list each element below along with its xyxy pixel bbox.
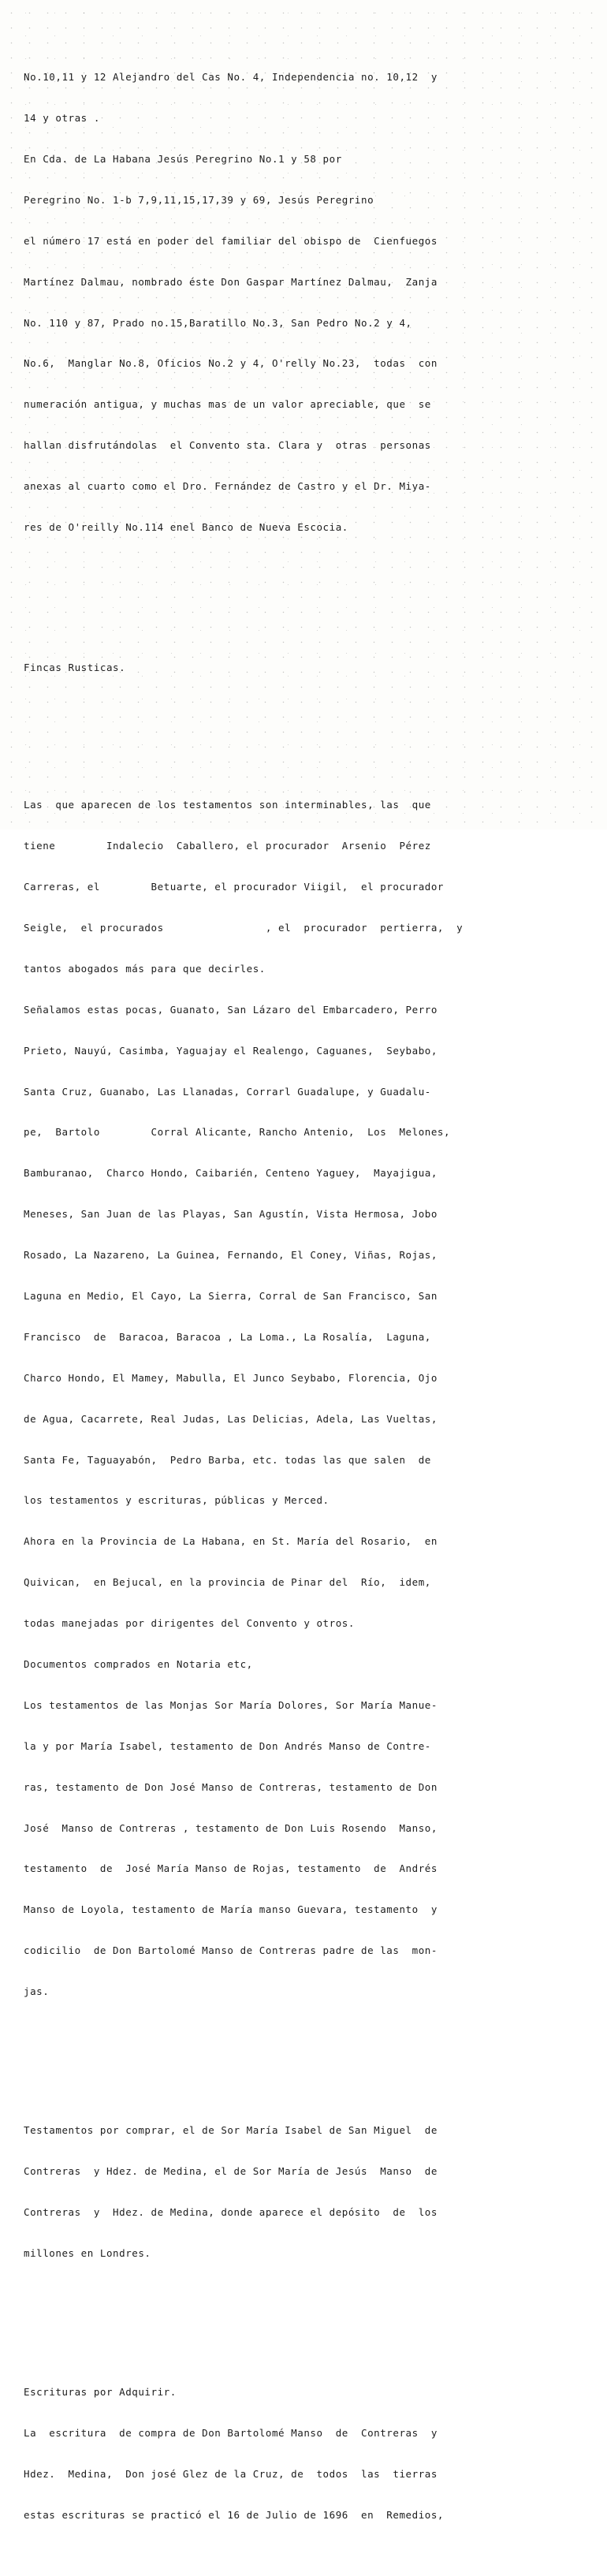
- text-block-fincas: [24, 771, 595, 2026]
- block-gap: [24, 2314, 595, 2331]
- text-line: Charco Hondo, El Mamey, Mabulla, El Junco Seybabo, Florencia, Ojo: [24, 1371, 438, 1384]
- block-gap: [24, 2053, 595, 2069]
- text-line: Quivican, en Bejucal, en la provincia de Pinar del Río, idem,: [24, 1576, 431, 1589]
- text-line: estas escrituras se practicó el 16 de Julio de 1696 en Remedios,: [24, 2508, 444, 2521]
- text-line: Seigle, el procurados , el procurador pertierra, y: [24, 922, 464, 934]
- text-line: En Cda. de La Habana Jesús Peregrino No.1 y 58 por: [24, 152, 342, 165]
- block-gap: [24, 588, 595, 606]
- text-line: No.6, Manglar No.8, Oficios No.2 y 4, O'relly No.23, todas con: [24, 357, 438, 370]
- text-line: codicilio de Don Bartolomé Manso de Contreras padre de las mon-: [24, 1944, 438, 1957]
- text-line: pe, Bartolo Corral Alicante, Rancho Antenio, Los Melones,: [24, 1126, 451, 1139]
- text-line: Martínez Dalmau, nombrado éste Don Gaspar Martínez Dalmau, Zanja: [24, 275, 438, 288]
- text-line: anexas al cuarto como el Dro. Fernández de Castro y el Dr. Miya-: [24, 480, 431, 493]
- text-line: Carreras, el Betuarte, el procurador Viigil, el procurador: [24, 881, 444, 893]
- text-block-escrituras: [24, 2358, 595, 2549]
- text-line: todas manejadas por dirigentes del Convento y otros.: [24, 1617, 355, 1630]
- text-line: jas.: [24, 1985, 50, 1998]
- text-line: hallan disfrutándolas el Convento sta. Clara y otras personas: [24, 439, 431, 452]
- text-line: Testamentos por comprar, el de Sor María Isabel de San Miguel de: [24, 2123, 438, 2136]
- text-line: Las que aparecen de los testamentos son interminables, las que: [24, 799, 431, 811]
- text-line: Contreras y Hdez. de Medina, donde aparece el depósito de los: [24, 2205, 438, 2218]
- text-line: de Agua, Cacarrete, Real Judas, Las Delicias, Adela, Las Vueltas,: [24, 1412, 438, 1425]
- text-line: testamento de José María Manso de Rojas, testamento de Andrés: [24, 1862, 438, 1875]
- text-line: 14 y otras .: [24, 112, 100, 125]
- text-line: Manso de Loyola, testamento de María manso Guevara, testamento y: [24, 1903, 438, 1916]
- text-line: Documentos comprados en Notaria etc,: [24, 1658, 253, 1671]
- text-line: el número 17 está en poder del familiar del obispo de Cienfuegos: [24, 234, 438, 247]
- text-line: Ahora en la Provincia de La Habana, en St. María del Rosario, en: [24, 1535, 438, 1548]
- text-line: Laguna en Medio, El Cayo, La Sierra, Corral de San Francisco, San: [24, 1290, 438, 1303]
- text-block-properties: [24, 43, 595, 561]
- text-line: Los testamentos de las Monjas Sor María Dolores, Sor María Manue-: [24, 1698, 438, 1711]
- text-line: Santa Cruz, Guanabo, Las Llanadas, Corrarl Guadalupe, y Guadalu-: [24, 1085, 431, 1098]
- text-line: res de O'reilly No.114 enel Banco de Nueva Escocia.: [24, 520, 348, 533]
- text-line: numeración antigua, y muchas mas de un valor apreciable, que se: [24, 398, 431, 411]
- text-line: la y por María Isabel, testamento de Don Andrés Manso de Contre-: [24, 1739, 431, 1752]
- text-line: No. 110 y 87, Prado no.15,Baratillo No.3, San Pedro No.2 y 4,: [24, 316, 412, 329]
- text-line: Bamburanao, Charco Hondo, Caibarién, Centeno Yaguey, Mayajigua,: [24, 1167, 438, 1180]
- text-line: Hdez. Medina, Don josé Glez de la Cruz, de todos las tierras: [24, 2467, 438, 2480]
- text-line: Francisco de Baracoa, Baracoa , La Loma., La Rosalía, Laguna,: [24, 1330, 431, 1343]
- text-line: Prieto, Nauyú, Casimba, Yaguajay el Realengo, Caguanes, Seybabo,: [24, 1044, 438, 1057]
- document-text: [24, 16, 595, 2576]
- text-block-testamentos: [24, 2096, 595, 2287]
- text-line: Rosado, La Nazareno, La Guinea, Fernando, El Coney, Viñas, Rojas,: [24, 1249, 438, 1262]
- text-line: tantos abogados más para que decirles.: [24, 962, 266, 975]
- text-line: ras, testamento de Don José Manso de Contreras, testamento de Don: [24, 1780, 438, 1793]
- text-line: tiene Indalecio Caballero, el procurador Arsenio Pérez: [24, 840, 431, 852]
- text-line: Contreras y Hdez. de Medina, el de Sor María de Jesús Manso de: [24, 2164, 438, 2177]
- text-line: Señalamos estas pocas, Guanato, San Lázaro del Embarcadero, Perro: [24, 1003, 438, 1016]
- text-line: Peregrino No. 1-b 7,9,11,15,17,39 y 69, Jesús Peregrino: [24, 193, 374, 206]
- section-heading: Escrituras por Adquirir.: [24, 2386, 177, 2399]
- text-line: La escritura de compra de Don Bartolomé Manso de Contreras y: [24, 2427, 438, 2440]
- text-line: los testamentos y escrituras, públicas y Merced.: [24, 1494, 330, 1507]
- text-line: millones en Londres.: [24, 2246, 151, 2259]
- text-line: No.10,11 y 12 Alejandro del Cas No. 4, Independencia no. 10,12 y: [24, 71, 438, 84]
- text-line: José Manso de Contreras , testamento de Don Luis Rosendo Manso,: [24, 1821, 438, 1834]
- section-heading: Fincas Rusticas.: [24, 661, 126, 673]
- text-line: Santa Fe, Taguayabón, Pedro Barba, etc. todas las que salen de: [24, 1453, 431, 1466]
- block-gap: [24, 729, 595, 744]
- text-line: Meneses, San Juan de las Playas, San Agustín, Vista Hermosa, Jobo: [24, 1208, 438, 1221]
- section-heading-fincas: [24, 633, 595, 701]
